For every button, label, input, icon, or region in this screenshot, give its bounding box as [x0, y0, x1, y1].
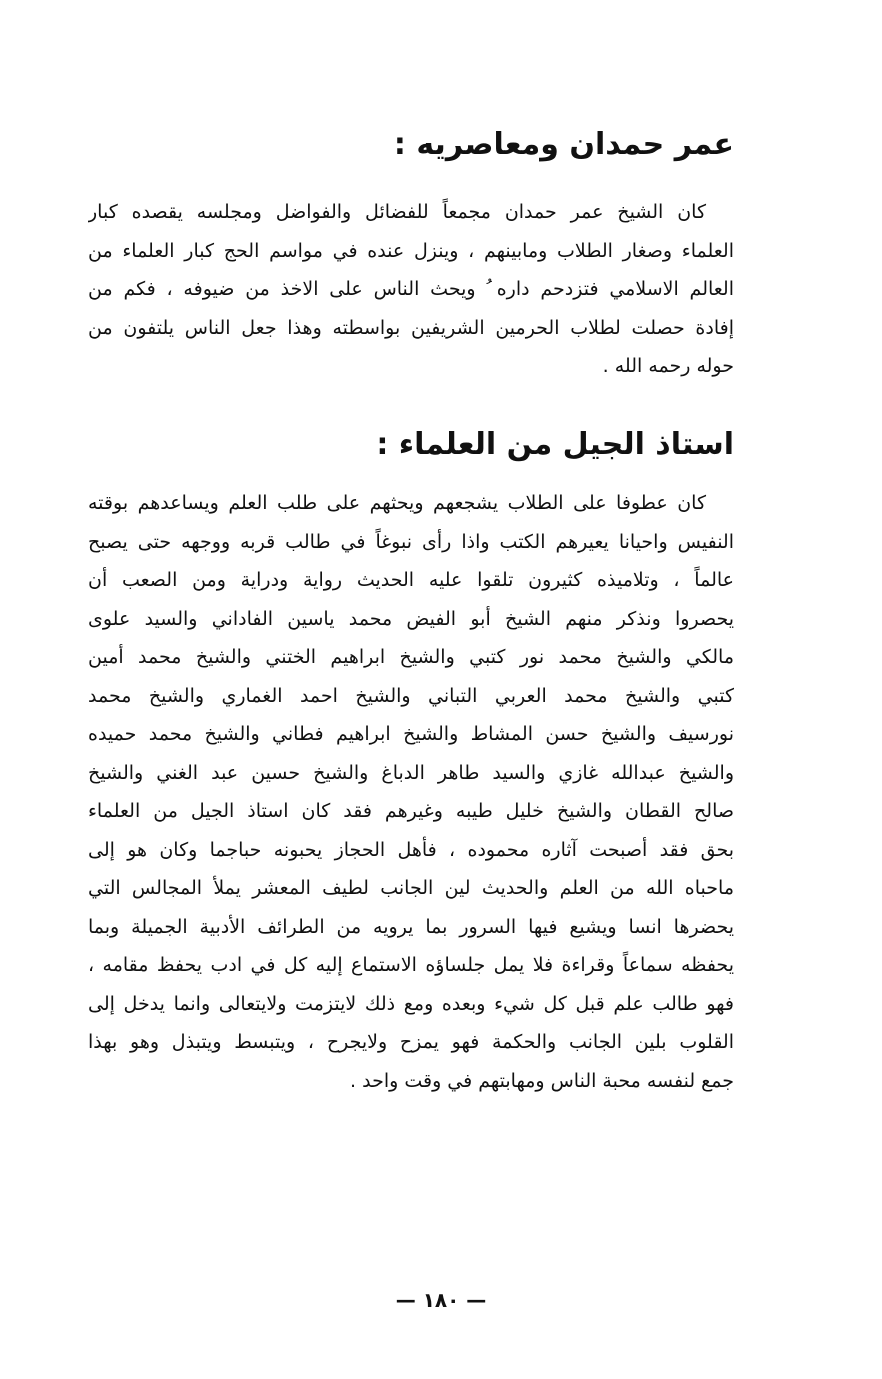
paragraph-line: العالم الاسلامي فتزدحم داره ُ ويحث الناس على الاخذ من ضيوفه ، فكم من — [88, 278, 734, 300]
paragraph-line: نورسيف والشيخ حسن المشاط والشيخ ابراهيم فطاني والشيخ محمد حميده — [88, 723, 734, 745]
paragraph-line: القلوب بلين الجانب والحكمة فهو يمزح ولايجرح ، ويتبسط ويتبذل وهو بهذا — [88, 1031, 734, 1053]
paragraph-line: جمع لنفسه محبة الناس ومهابتهم في وقت واحد . — [350, 1069, 734, 1092]
paragraph-line: النفيس واحيانا يعيرهم الكتب واذا رأى نبوغاً في طالب قربه ووجهه حتى يصبح — [88, 530, 734, 553]
paragraph-line: مالكي والشيخ محمد نور كتبي والشيخ ابراهيم الختني والشيخ محمد أمين — [88, 646, 734, 668]
section-heading-omar-hamdan: عمر حمدان ومعاصريه : — [393, 127, 734, 162]
paragraph-line: كتبي والشيخ محمد العربي التباني والشيخ احمد الغماري والشيخ محمد — [88, 684, 734, 707]
section-paragraph-ustadh-al-jil — [88, 484, 734, 1100]
paragraph-line: إفادة حصلت لطلاب الحرمين الشريفين بواسطته وهذا جعل الناس يلتفون من — [88, 316, 734, 339]
paragraph-line: ماحباه الله من العلم والحديث لين الجانب لطيف المعشر يملأ المجالس التي — [88, 877, 734, 899]
section-heading-ustadh-al-jil: استاذ الجيل من العلماء : — [376, 427, 734, 462]
paragraph-line: والشيخ عبدالله غازي والسيد طاهر الدباغ والشيخ حسين عبد الغني والشيخ — [88, 761, 734, 784]
paragraph-line: يحضرها انسا ويشيع فيها السرور بما يرويه من الطرائف الأدبية الجميلة وبما — [88, 915, 734, 938]
paragraph-line: فهو طالب علم قبل كل شيء وبعده ومع ذلك لايتزمت ولايتعالى وانما يدخل إلى — [88, 992, 734, 1015]
paragraph-line: حوله رحمه الله . — [602, 355, 734, 377]
paragraph-line: العلماء وصغار الطلاب ومابينهم ، وينزل عنده في مواسم الحج كبار العلماء من — [88, 239, 734, 262]
paragraph-line: بحق فقد أصبحت آثاره محموده ، فأهل الحجاز يحبونه حباجما وكان هو إلى — [88, 838, 734, 861]
paragraph-line: كان عطوفا على الطلاب يشجعهم ويحثهم على طلب العلم ويساعدهم بوقته — [88, 492, 706, 514]
paragraph-line: يحصروا ونذكر منهم الشيخ أبو الفيض محمد ياسين الفاداني والسيد علوى — [88, 607, 734, 630]
page-number: — ١٨٠ — — [395, 1288, 487, 1312]
section-paragraph-omar-hamdan — [88, 193, 734, 386]
paragraph-line: صالح القطان والشيخ خليل طيبه وغيرهم فقد كان استاذ الجيل من العلماء — [88, 800, 734, 822]
paragraph-line: كان الشيخ عمر حمدان مجمعاً للفضائل والفواضل ومجلسه يقصده كبار — [88, 201, 706, 223]
paragraph-line: يحفظه سماعاً وقراءة فلا يمل جلساؤه الاستماع إليه كل في ادب يحفظ مقامه ، — [88, 954, 734, 976]
paragraph-line: عالماً ، وتلاميذه كثيرون تلقوا عليه الحديث رواية ودراية ومن الصعب أن — [88, 569, 734, 591]
